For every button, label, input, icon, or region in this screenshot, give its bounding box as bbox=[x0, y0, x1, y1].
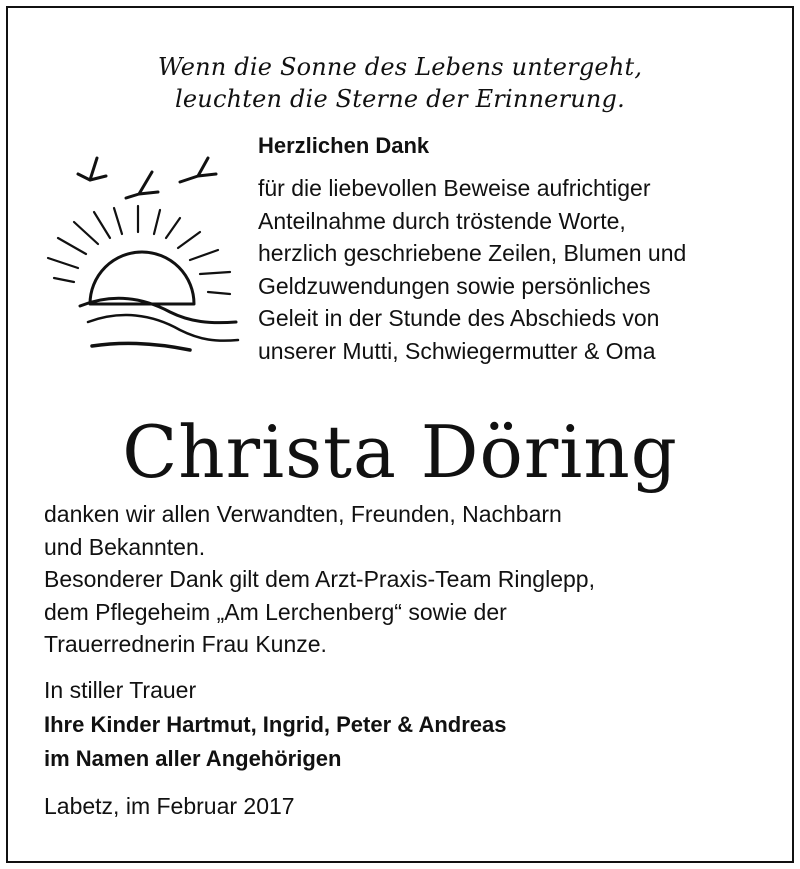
mourners-list bbox=[44, 708, 507, 776]
thanks-line: Geldzuwendungen sowie persönliches bbox=[258, 272, 651, 299]
bird-icon bbox=[78, 158, 106, 180]
gratitude-line: Besonderer Dank gilt dem Arzt-Praxis-Team Ringlepp, bbox=[44, 566, 595, 592]
mourning-label: In stiller Trauer bbox=[44, 677, 197, 703]
sunset-with-birds-icon bbox=[40, 146, 250, 361]
thanks-text bbox=[258, 172, 686, 367]
motto-line-2: leuchten die Sterne der Erinnerung. bbox=[175, 85, 625, 113]
mourners-line: Ihre Kinder Hartmut, Ingrid, Peter & Andreas bbox=[44, 712, 507, 737]
gratitude-line: danken wir allen Verwandten, Freunden, Nachbarn bbox=[44, 501, 562, 527]
gratitude-line: Trauerrednerin Frau Kunze. bbox=[44, 631, 327, 657]
gratitude-line: und Bekannten. bbox=[44, 533, 206, 560]
place-date: Labetz, im Februar 2017 bbox=[44, 793, 295, 819]
deceased-name: Christa Döring bbox=[122, 410, 678, 494]
thanks-line: Geleit in der Stunde des Abschieds von bbox=[258, 305, 660, 331]
thanks-line: für die liebevollen Beweise aufrichtiger bbox=[258, 175, 651, 201]
thanks-line: herzlich geschriebene Zeilen, Blumen und bbox=[258, 240, 687, 266]
thanks-heading: Herzlichen Dank bbox=[258, 133, 430, 158]
gratitude-text bbox=[44, 498, 595, 661]
thanks-line: unserer Mutti, Schwiegermutter & Oma bbox=[258, 337, 656, 364]
bird-icon bbox=[126, 172, 158, 198]
bird-icon bbox=[180, 158, 216, 182]
thanks-line: Anteilnahme durch tröstende Worte, bbox=[258, 207, 626, 234]
mourners-line: im Namen aller Angehörigen bbox=[44, 746, 342, 771]
motto-line-1: Wenn die Sonne des Lebens untergeht, bbox=[157, 53, 643, 81]
gratitude-line: dem Pflegeheim „Am Lerchenberg“ sowie der bbox=[44, 598, 507, 625]
